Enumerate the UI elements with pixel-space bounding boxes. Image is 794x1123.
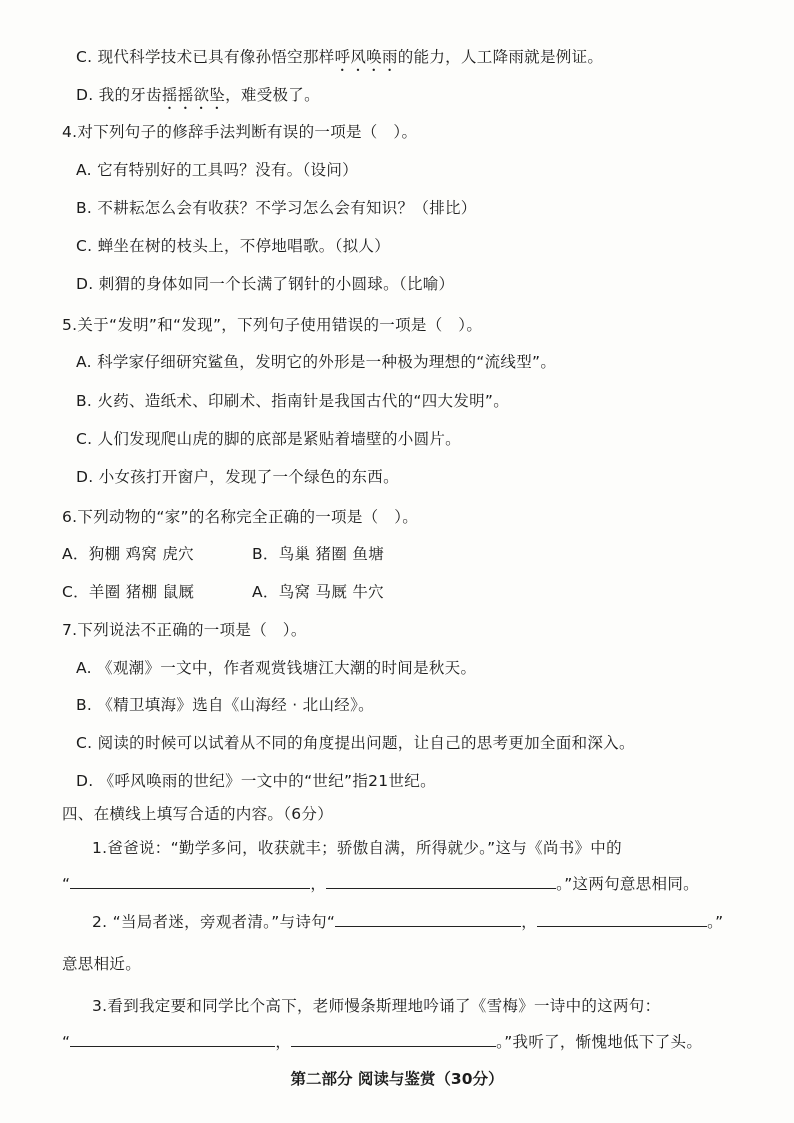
q7-option-a: A. 《观潮》一文中，作者观赏钱塘江大潮的时间是秋天。 bbox=[76, 659, 477, 677]
q3-option-c-text-b: 的能力，人工降雨就是例证。 bbox=[397, 48, 604, 66]
s4-q3-end: 。”我听了，惭愧地低下了头。 bbox=[496, 1033, 703, 1051]
s4-q2-open: 2. “当局者迷，旁观者清。”与诗句“ bbox=[92, 913, 336, 931]
q6-stem: 6.下列动物的“家”的名称完全正确的一项是（ ）。 bbox=[62, 508, 419, 526]
s4-q1-line1: 1.爸爸说：“勤学多问，收获就丰；骄傲自满，所得就少。”这与《尚书》中的 bbox=[92, 839, 622, 857]
q5-stem: 5.关于“发明”和“发现”，下列句子使用错误的一项是（ ）。 bbox=[62, 316, 483, 334]
s4-q1-line2 bbox=[62, 873, 699, 895]
q5-option-d: D. 小女孩打开窗户，发现了一个绿色的东西。 bbox=[76, 468, 399, 486]
q4-stem: 4.对下列句子的修辞手法判断有误的一项是（ ）。 bbox=[62, 123, 418, 141]
part-two-title: 第二部分 阅读与鉴赏（30分） bbox=[290, 1070, 504, 1088]
section4-heading: 四、在横线上填写合适的内容。（6分） bbox=[62, 805, 334, 823]
q7-stem: 7.下列说法不正确的一项是（ ）。 bbox=[62, 621, 307, 639]
s4-q1-open-quote: “ bbox=[62, 875, 71, 893]
q5-option-c: C. 人们发现爬山虎的脚的底部是紧贴着墙壁的小圆片。 bbox=[76, 430, 461, 448]
s4-q3-line2 bbox=[62, 1031, 702, 1053]
q3-option-d bbox=[76, 84, 320, 113]
q7-option-b: B. 《精卫填海》选自《山海经 · 北山经》。 bbox=[76, 696, 374, 714]
q7-option-d: D. 《呼风唤雨的世纪》一文中的“世纪”指21世纪。 bbox=[76, 772, 436, 790]
s4-q2-end: 。” bbox=[707, 913, 724, 931]
q3-option-c-emphasis: 呼风唤雨 bbox=[334, 48, 398, 66]
q3-option-c-text-a: C. 现代科学技术已具有像孙悟空那样 bbox=[76, 48, 335, 66]
q4-option-b: B. 不耕耘怎么会有收获？不学习怎么会有知识？（排比） bbox=[76, 199, 477, 217]
s4-q3-blank-1[interactable] bbox=[70, 1032, 275, 1047]
s4-q3-blank-2[interactable] bbox=[291, 1032, 496, 1047]
s4-q3-line1: 3.看到我定要和同学比个高下，老师慢条斯理地吟诵了《雪梅》一诗中的这两句： bbox=[92, 997, 661, 1015]
s4-q1-comma: ， bbox=[310, 875, 327, 893]
s4-q1-blank-2[interactable] bbox=[326, 874, 556, 889]
q6-option-a: A．狗棚 鸡窝 虎穴 bbox=[62, 545, 194, 563]
q5-option-b: B. 火药、造纸术、印刷术、指南针是我国古代的“四大发明”。 bbox=[76, 392, 510, 410]
q5-option-a: A. 科学家仔细研究鲨鱼，发明它的外形是一种极为理想的“流线型”。 bbox=[76, 353, 557, 371]
q3-option-d-text-b: ，难受极了。 bbox=[225, 86, 320, 104]
s4-q1-blank-1[interactable] bbox=[70, 874, 310, 889]
s4-q1-end: 。”这两句意思相同。 bbox=[556, 875, 699, 893]
s4-q2-line2: 意思相近。 bbox=[62, 955, 142, 973]
q4-option-c: C. 蝉坐在树的枝头上，不停地唱歌。（拟人） bbox=[76, 237, 391, 255]
q7-option-c: C. 阅读的时候可以试着从不同的角度提出问题，让自己的思考更加全面和深入。 bbox=[76, 734, 635, 752]
q6-option-c: C．羊圈 猪棚 鼠厩 bbox=[62, 583, 195, 601]
q6-option-d: A．鸟窝 马厩 牛穴 bbox=[252, 583, 384, 601]
s4-q2-blank-2[interactable] bbox=[537, 912, 707, 927]
q4-option-a: A. 它有特别好的工具吗？没有。（设问） bbox=[76, 161, 358, 179]
s4-q3-open-quote: “ bbox=[62, 1033, 71, 1051]
q3-option-d-emphasis: 摇摇欲坠 bbox=[161, 86, 226, 104]
q4-option-d: D. 刺猬的身体如同一个长满了钢针的小圆球。（比喻） bbox=[76, 275, 455, 293]
s4-q2-comma: ， bbox=[521, 913, 538, 931]
s4-q2-blank-1[interactable] bbox=[335, 912, 521, 927]
q6-option-b: B．鸟巢 猪圈 鱼塘 bbox=[252, 545, 384, 563]
s4-q3-comma: ， bbox=[275, 1033, 292, 1051]
s4-q2-line1 bbox=[92, 911, 723, 933]
q3-option-d-text-a: D. 我的牙齿 bbox=[76, 86, 162, 104]
q3-option-c bbox=[76, 46, 603, 75]
